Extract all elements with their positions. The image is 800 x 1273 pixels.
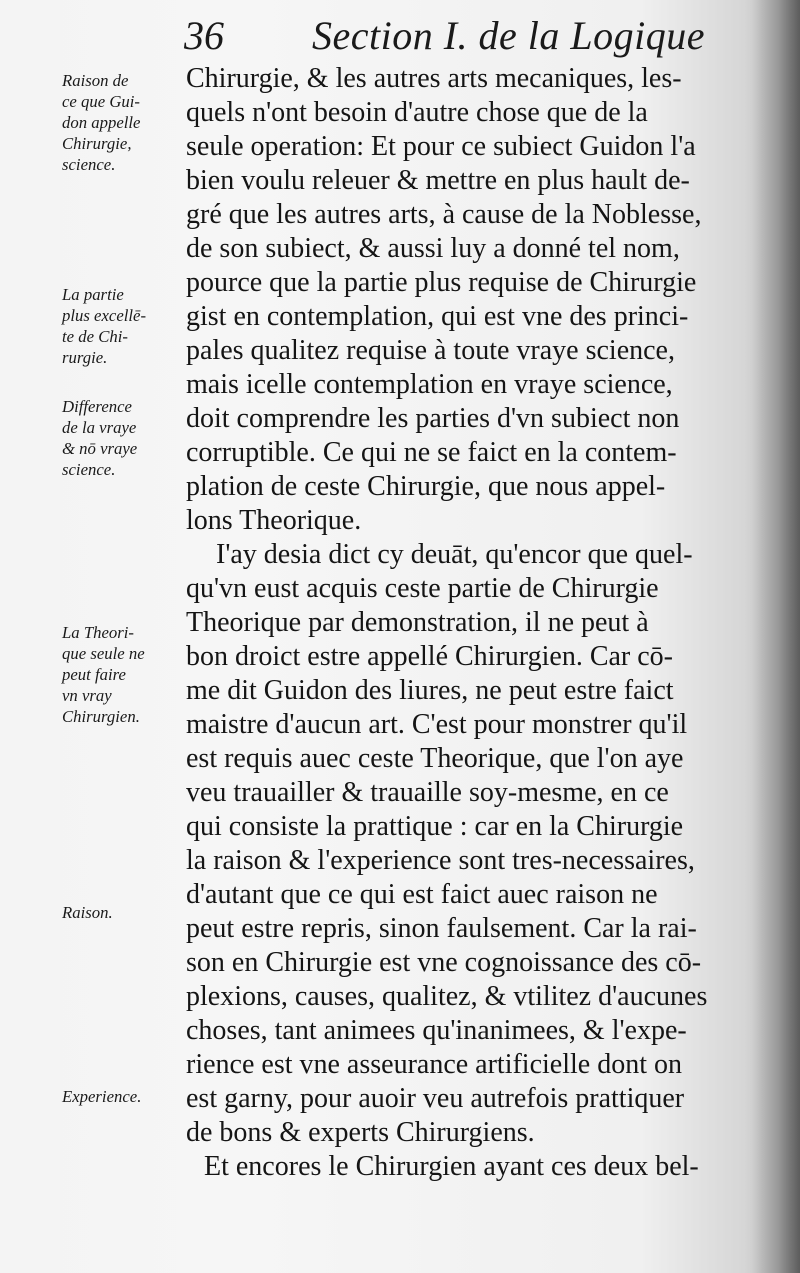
margin-note-line: Raison de — [62, 71, 129, 90]
text-line: seule operation: Et pour ce subiect Guidon l'a — [186, 131, 696, 162]
margin-note-line: te de Chi- — [62, 327, 128, 346]
text-line: plation de ceste Chirurgie, que nous appel- — [186, 471, 666, 502]
margin-note-line: que seule ne — [62, 644, 145, 663]
text-line: corruptible. Ce qui ne se faict en la contem- — [186, 437, 677, 468]
margin-note-line: La partie — [62, 285, 124, 304]
text-line: veu trauailler & trauaille soy-mesme, en ce — [186, 777, 669, 808]
text-line: me dit Guidon des liures, ne peut estre faict — [186, 675, 674, 706]
text-line: de son subiect, & aussi luy a donné tel nom, — [186, 233, 680, 264]
text-line: la raison & l'experience sont tres-necessaires, — [186, 845, 695, 876]
margin-note-line: plus excellē- — [62, 306, 147, 325]
text-line: mais icelle contemplation en vraye science, — [186, 369, 673, 400]
text-line: Theorique par demonstration, il ne peut à — [186, 607, 649, 638]
text-line: choses, tant animees qu'inanimees, & l'expe- — [186, 1015, 687, 1046]
margin-note-line: Chirurgie, — [62, 134, 132, 153]
gutter-shadow — [752, 0, 800, 1273]
margin-note — [62, 70, 184, 175]
text-line: pales qualitez requise à toute vraye science, — [186, 335, 675, 366]
margin-note-line: rurgie. — [62, 348, 108, 367]
text-line: Chirurgie, & les autres arts mecaniques, les- — [186, 63, 682, 94]
text-line: bien voulu releuer & mettre en plus hault de- — [186, 165, 690, 196]
margin-note-line: de la vraye — [62, 418, 137, 437]
text-line: pource que la partie plus requise de Chirurgie — [186, 267, 697, 298]
margin-note-line: Chirurgien. — [62, 707, 140, 726]
margin-note-line: science. — [62, 155, 116, 174]
margin-note — [62, 902, 184, 923]
margin-note-line: Experience. — [62, 1087, 142, 1106]
text-line: gré que les autres arts, à cause de la Noblesse, — [186, 199, 702, 230]
text-line: I'ay desia dict cy deuāt, qu'encor que quel- — [216, 539, 693, 570]
running-title: Section I. de la Logique — [312, 13, 706, 58]
text-line: doit comprendre les parties d'vn subiect non — [186, 403, 680, 434]
text-line: bon droict estre appellé Chirurgien. Car cō- — [186, 641, 673, 672]
text-line: maistre d'aucun art. C'est pour monstrer qu'il — [186, 709, 688, 740]
text-line: rience est vne asseurance artificielle dont on — [186, 1049, 682, 1080]
margin-note-line: Difference — [62, 397, 132, 416]
margin-note-line: ce que Gui- — [62, 92, 141, 111]
text-line: lons Theorique. — [186, 505, 362, 536]
text-line: son en Chirurgie est vne cognoissance des cō- — [186, 947, 702, 978]
margin-note — [62, 396, 184, 480]
text-line: de bons & experts Chirurgiens. — [186, 1117, 535, 1148]
margin-note — [62, 284, 184, 368]
margin-note-line: La Theori- — [62, 623, 135, 642]
text-line: plexions, causes, qualitez, & vtilitez d'aucunes — [186, 981, 708, 1012]
margin-note-line: & nō vraye — [62, 439, 138, 458]
margin-note — [62, 622, 184, 727]
text-line: peut estre repris, sinon faulsement. Car la rai- — [186, 913, 697, 944]
margin-note-line: science. — [62, 460, 116, 479]
page-number: 36 — [184, 13, 224, 58]
margin-note-line: vn vray — [62, 686, 112, 705]
margin-note-line: Raison. — [62, 903, 113, 922]
page-header — [180, 12, 780, 62]
text-line: est requis auec ceste Theorique, que l'on aye — [186, 743, 684, 774]
text-line: est garny, pour auoir veu autrefois prattiquer — [186, 1083, 685, 1114]
text-line: qui consiste la prattique : car en la Chirurgie — [186, 811, 684, 842]
text-line: d'autant que ce qui est faict auec raison ne — [186, 879, 658, 910]
margin-note — [62, 1086, 184, 1107]
margin-note-line: peut faire — [62, 665, 126, 684]
text-line: quels n'ont besoin d'autre chose que de la — [186, 97, 648, 128]
text-line: Et encores le Chirurgien ayant ces deux bel- — [204, 1151, 699, 1182]
text-line: qu'vn eust acquis ceste partie de Chirurgie — [186, 573, 659, 604]
margin-note-line: don appelle — [62, 113, 141, 132]
text-line: gist en contemplation, qui est vne des princi- — [186, 301, 689, 332]
